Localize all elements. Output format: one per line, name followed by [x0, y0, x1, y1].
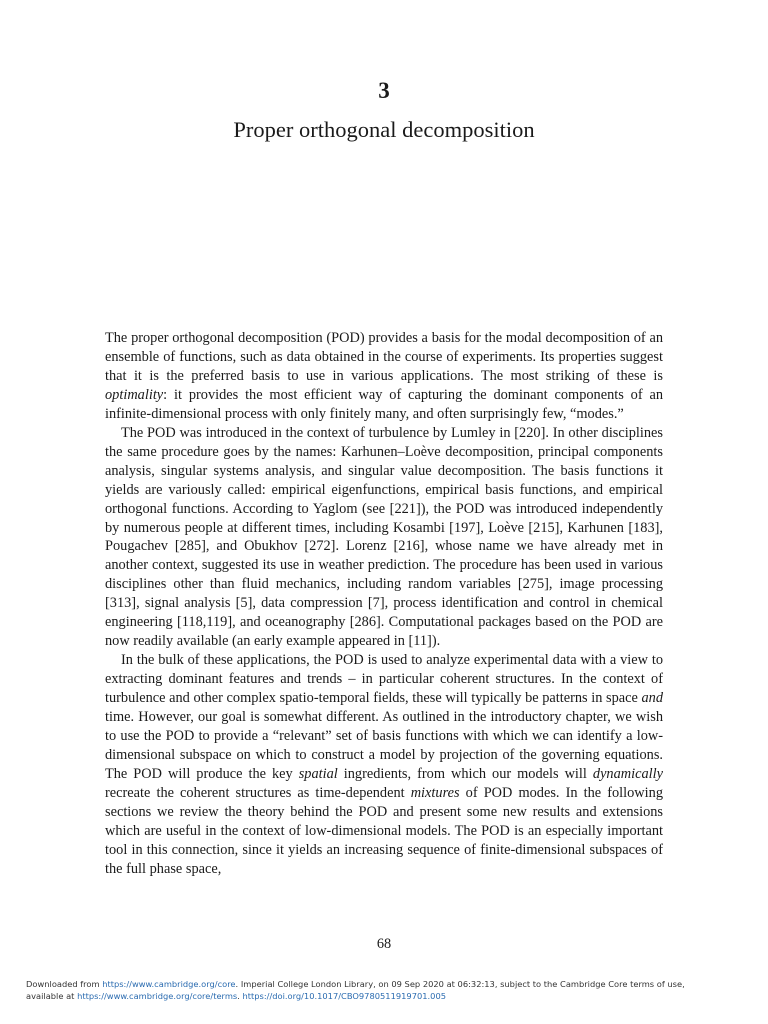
- paragraph-3-text-b: time. However, our goal is somewhat different. As outlined in the introductory chapter, we wish to use the POD to provide a “relevant” set of basis functions with which we can identify a low-dimensional subspace on which to construct a model by projection of the governing equations. The POD will produce the key: [105, 709, 663, 782]
- emphasis-dynamically: dynamically: [592, 765, 663, 782]
- paragraph-2: The POD was introduced in the context of turbulence by Lumley in [220]. In other disciplines the same procedure goes by the names: Karhunen–Loève decomposition, principal components analysis, singular systems analysis, and singular value decomposition. The basis functions it yields are variously called: empirical eigenfunctions, empirical basis functions, and empirical orthogonal functions. According to Yaglom (see [221]), the POD was introduced independently by numerous people at different times, including Kosambi [197], Loève [215], Karhunen [183], Pougachev [285], and Obukhov [272]. Lorenz [216], whose name we have already met in another context, suggested its use in weather prediction. The procedure has been used in various disciplines other than fluid mechanics, including random variables [275], image processing [313], signal analysis [5], data compression [7], process identification and control in chemical engineering [118,119], and oceanography [286]. Computational packages based on the POD are now readily available (an early example appeared in [11]).: [105, 424, 663, 650]
- paragraph-1: [105, 329, 663, 424]
- chapter-number: 3: [378, 78, 390, 103]
- emphasis-spatial: spatial: [298, 765, 338, 782]
- emphasis-and: and: [641, 690, 663, 707]
- emphasis-optimality: optimality: [105, 386, 164, 403]
- cambridge-terms-link[interactable]: https://www.cambridge.org/core/terms: [77, 991, 238, 1001]
- download-footer: [26, 978, 742, 1002]
- footer-text-2: . Imperial College London Library, on 09 Sep 2020 at 06:32:13, subject to the Cambridge Core terms of use,: [235, 979, 685, 989]
- paragraph-3-text-c: ingredients, from which our models will: [337, 765, 593, 782]
- body-text: [105, 329, 663, 879]
- footer-text-3: available at: [26, 991, 78, 1001]
- paragraph-1-text-b: : it provides the most efficient way of capturing the dominant components of an infinite-dimensional process with only finitely many, and often surprisingly few, “modes.”: [105, 386, 663, 422]
- emphasis-mixtures: mixtures: [410, 784, 460, 801]
- footer-text-1: Downloaded from: [26, 979, 103, 989]
- paragraph-3: [105, 651, 663, 878]
- page-number: 68: [376, 936, 392, 952]
- paragraph-3-text-a: In the bulk of these applications, the POD is used to analyze experimental data with a view to extracting dominant features and trends – in particular coherent structures. In the context of turbulence and other complex spatio-temporal fields, these will typically be patterns in space: [105, 652, 663, 707]
- paragraph-1-text-a: The proper orthogonal decomposition (POD) provides a basis for the modal decomposition of an ensemble of functions, such as data obtained in the course of experiments. Its properties suggest that it is the preferred basis to use in various applications. The most striking of these is: [105, 330, 663, 384]
- chapter-title: Proper orthogonal decomposition: [233, 117, 535, 142]
- paragraph-3-text-d: recreate the coherent structures as time-dependent: [105, 784, 411, 801]
- paragraph-3-text-e: of POD modes. In the following sections we review the theory behind the POD and present some new results and extensions which are useful in the context of low-dimensional models. The POD is an especially important tool in this connection, since it yields an increasing sequence of finite-dimensional subspaces of the full phase space,: [105, 784, 663, 877]
- footer-text-4: .: [237, 991, 243, 1001]
- cambridge-core-link[interactable]: https://www.cambridge.org/core: [102, 979, 236, 989]
- doi-link[interactable]: https://doi.org/10.1017/CBO9780511919701.005: [242, 991, 447, 1001]
